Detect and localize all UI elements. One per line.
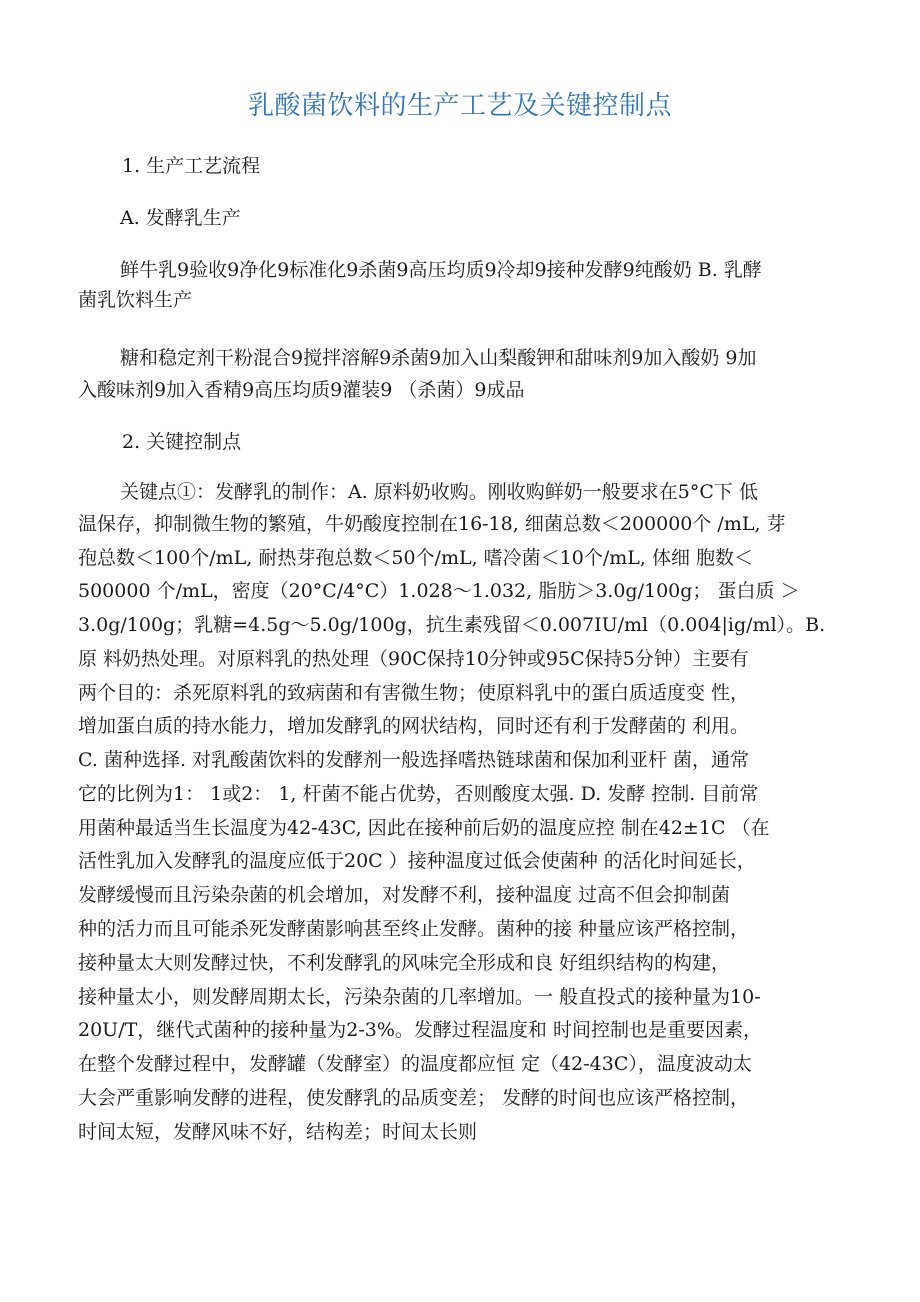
key-point-line: 它的比例为1： 1或2： 1, 杆菌不能占优势，否则酸度太强. D. 发酵 控制. 目前常 <box>78 783 759 805</box>
key-point-line: 孢总数＜100个/mL, 耐热芽孢总数＜50个/mL, 嗜冷菌＜10个/mL, 体细 胞数＜ <box>78 547 754 569</box>
key-point-line: 种的活力而且可能杀死发酵菌影响甚至终止发酵。菌种的接 种量应该严格控制， <box>78 918 750 940</box>
document-title: 乳酸菌饮料的生产工艺及关键控制点 <box>247 91 672 121</box>
key-point-line: 接种量太小，则发酵周期太长，污染杂菌的几率增加。一 般直投式的接种量为10- <box>78 986 761 1008</box>
key-point-line: 3.0g/100g；乳糖=4.5g〜5.0g/100g，抗生素残留＜0.007IU/ml（0.004|ig/ml）。B. <box>78 614 826 636</box>
process-b-line: 糖和稳定剂干粉混合9搅拌溶解9杀菌9加入山梨酸钾和甜味剂9加入酸奶 9加 <box>120 347 757 369</box>
key-point-line: 原 料奶热处理。对原料乳的热处理（90C保持10分钟或95C保持5分钟）主要有 <box>78 648 749 670</box>
section-1-heading: 1. 生产工艺流程 <box>122 155 261 177</box>
key-point-line: 时间太短，发酵风味不好，结构差；时间太长则 <box>78 1121 478 1143</box>
process-b-line: 入酸味剂9加入香精9高压均质9灌装9 （杀菌）9成品 <box>78 379 525 401</box>
key-point-line: 500000 个/mL，密度（20°C/4°C）1.028〜1.032, 脂肪＞3.0g/100g； 蛋白质 ＞ <box>78 580 800 602</box>
process-a-line: 鲜牛乳9验收9净化9标准化9杀菌9高压均质9冷却9接种发酵9纯酸奶 B. 乳酵 <box>120 259 762 281</box>
process-a-line: 菌乳饮料生产 <box>78 289 193 311</box>
key-point-line: 发酵缓慢而且污染杂菌的机会增加，对发酵不利，接种温度 过高不但会抑制菌 <box>78 884 731 906</box>
key-point-line: 活性乳加入发酵乳的温度应低于20C ）接种温度过低会使菌种 的活化时间延长， <box>78 850 756 872</box>
key-point-line: 用菌种最适当生长温度为42-43C, 因此在接种前后奶的温度应控 制在42±1C （在 <box>78 817 770 839</box>
key-point-line: 大会严重影响发酵的进程，使发酵乳的品质变差； 发酵的时间也应该严格控制， <box>78 1087 750 1109</box>
key-point-line: 20U/T，继代式菌种的接种量为2-3%。发酵过程温度和 时间控制也是重要因素， <box>78 1019 762 1041</box>
key-point-line: 接种量太大则发酵过快，不利发酵乳的风味完全形成和良 好组织结构的构建， <box>78 952 731 974</box>
key-point-line: 两个目的：杀死原料乳的致病菌和有害微生物；使原料乳中的蛋白质适度变 性， <box>78 682 750 704</box>
section-2-heading: 2. 关键控制点 <box>122 431 242 453</box>
key-point-line: 在整个发酵过程中，发酵罐（发酵室）的温度都应恒 定（42-43C），温度波动太 <box>78 1053 752 1075</box>
key-point-line: C. 菌种选择. 对乳酸菌饮料的发酵剂一般选择嗜热链球菌和保加利亚杆 菌，通常 <box>78 749 750 771</box>
subsection-a-heading: A. 发酵乳生产 <box>120 207 241 229</box>
key-point-line: 温保存，抑制微生物的繁殖，牛奶酸度控制在16-18, 细菌总数＜200000个 /mL, 芽 <box>78 513 786 535</box>
key-point-line: 增加蛋白质的持水能力，增加发酵乳的网状结构，同时还有利于发酵菌的 利用。 <box>78 715 750 737</box>
key-point-line: 关键点①：发酵乳的制作：A. 原料奶收购。刚收购鲜奶一般要求在5°C下 低 <box>120 481 758 503</box>
